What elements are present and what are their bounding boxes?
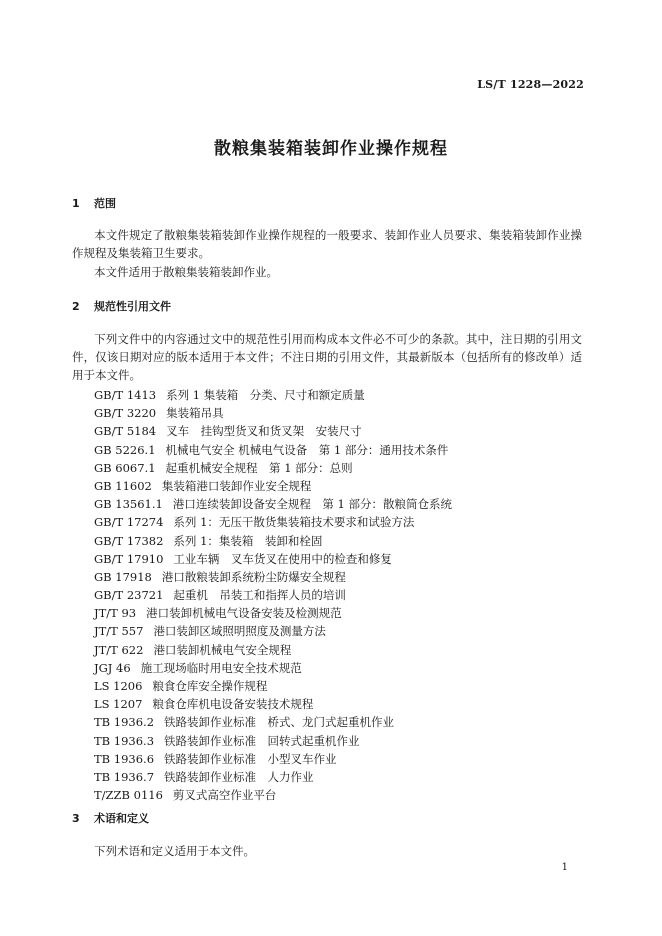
reference-item: GB/T 17274 系列 1：无压干散货集装箱技术要求和试验方法 xyxy=(94,515,415,530)
section-title: 术语和定义 xyxy=(94,812,149,825)
reference-item: JGJ 46 施工现场临时用电安全技术规范 xyxy=(94,660,302,675)
reference-item: TB 1936.2 铁路装卸作业标准 桥式、龙门式起重机作业 xyxy=(94,715,395,730)
section-1-paragraph-1: 本文件规定了散粮集装箱装卸作业操作规程的一般要求、装卸作业人员要求、集装箱装卸作业操作规程及集装箱卫生要求。 xyxy=(72,228,582,260)
reference-item: T/ZZB 0116 剪叉式高空作业平台 xyxy=(94,788,277,803)
reference-item: GB 6067.1 起重机械安全规程 第 1 部分：总则 xyxy=(94,460,353,475)
reference-item: TB 1936.6 铁路装卸作业标准 小型叉车作业 xyxy=(94,751,337,766)
reference-item: LS 1206 粮食仓库安全操作规程 xyxy=(94,679,268,693)
reference-item: GB/T 3220 集装箱吊具 xyxy=(94,406,224,421)
section-title: 规范性引用文件 xyxy=(94,300,171,313)
standard-code: LS/T 1228—2022 xyxy=(477,78,584,91)
page-number: 1 xyxy=(561,862,568,873)
reference-item: TB 1936.3 铁路装卸作业标准 回转式起重机作业 xyxy=(94,733,360,748)
reference-item: GB 11602 集装箱港口装卸作业安全规程 xyxy=(94,478,312,493)
section-number: 1 xyxy=(72,197,80,210)
reference-item: GB 17918 港口散粮装卸系统粉尘防爆安全规程 xyxy=(94,569,346,584)
reference-item: GB/T 17382 系列 1：集装箱 装卸和栓固 xyxy=(94,533,323,548)
reference-item: GB/T 23721 起重机 吊装工和指挥人员的培训 xyxy=(94,588,346,603)
reference-item: JT/T 93 港口装卸机械电气设备安装及检测规范 xyxy=(94,606,342,621)
normative-references-list xyxy=(94,386,452,804)
reference-item: LS 1207 粮食仓库机电设备安装技术规程 xyxy=(94,697,314,712)
document-title: 散粮集装箱装卸作业操作规程 xyxy=(214,139,448,159)
reference-item: GB/T 5184 叉车 挂钩型货叉和货叉架 安装尺寸 xyxy=(94,424,362,439)
reference-item: TB 1936.7 铁路装卸作业标准 人力作业 xyxy=(94,769,314,784)
reference-item: GB 13561.1 港口连续装卸设备安全规程 第 1 部分：散粮筒仓系统 xyxy=(94,497,452,512)
section-1-paragraph-2: 本文件适用于散粮集装箱装卸作业。 xyxy=(94,265,278,279)
section-number: 3 xyxy=(72,812,80,825)
section-number: 2 xyxy=(72,300,80,313)
reference-item: GB/T 17910 工业车辆 叉车货叉在使用中的检查和修复 xyxy=(94,551,392,566)
section-1-heading xyxy=(72,195,116,211)
section-2-heading xyxy=(72,298,171,314)
reference-item: JT/T 622 港口装卸机械电气安全规程 xyxy=(94,642,292,657)
section-3-paragraph-1: 下列术语和定义适用于本文件。 xyxy=(94,844,255,858)
section-3-heading xyxy=(72,810,149,826)
reference-item: GB 5226.1 机械电气安全 机械电气设备 第 1 部分：通用技术条件 xyxy=(94,442,449,457)
section-2-paragraph-1: 下列文件中的内容通过文中的规范性引用而构成本文件必不可少的条款。其中，注日期的引用文件，仅该日期对应的版本适用于本文件；不注日期的引用文件，其最新版本（包括所有的修改单）适用于本文件。 xyxy=(72,332,582,382)
section-title: 范围 xyxy=(94,197,116,210)
reference-item: JT/T 557 港口装卸区域照明照度及测量方法 xyxy=(94,624,326,639)
reference-item: GB/T 1413 系列 1 集装箱 分类、尺寸和额定质量 xyxy=(94,388,365,402)
